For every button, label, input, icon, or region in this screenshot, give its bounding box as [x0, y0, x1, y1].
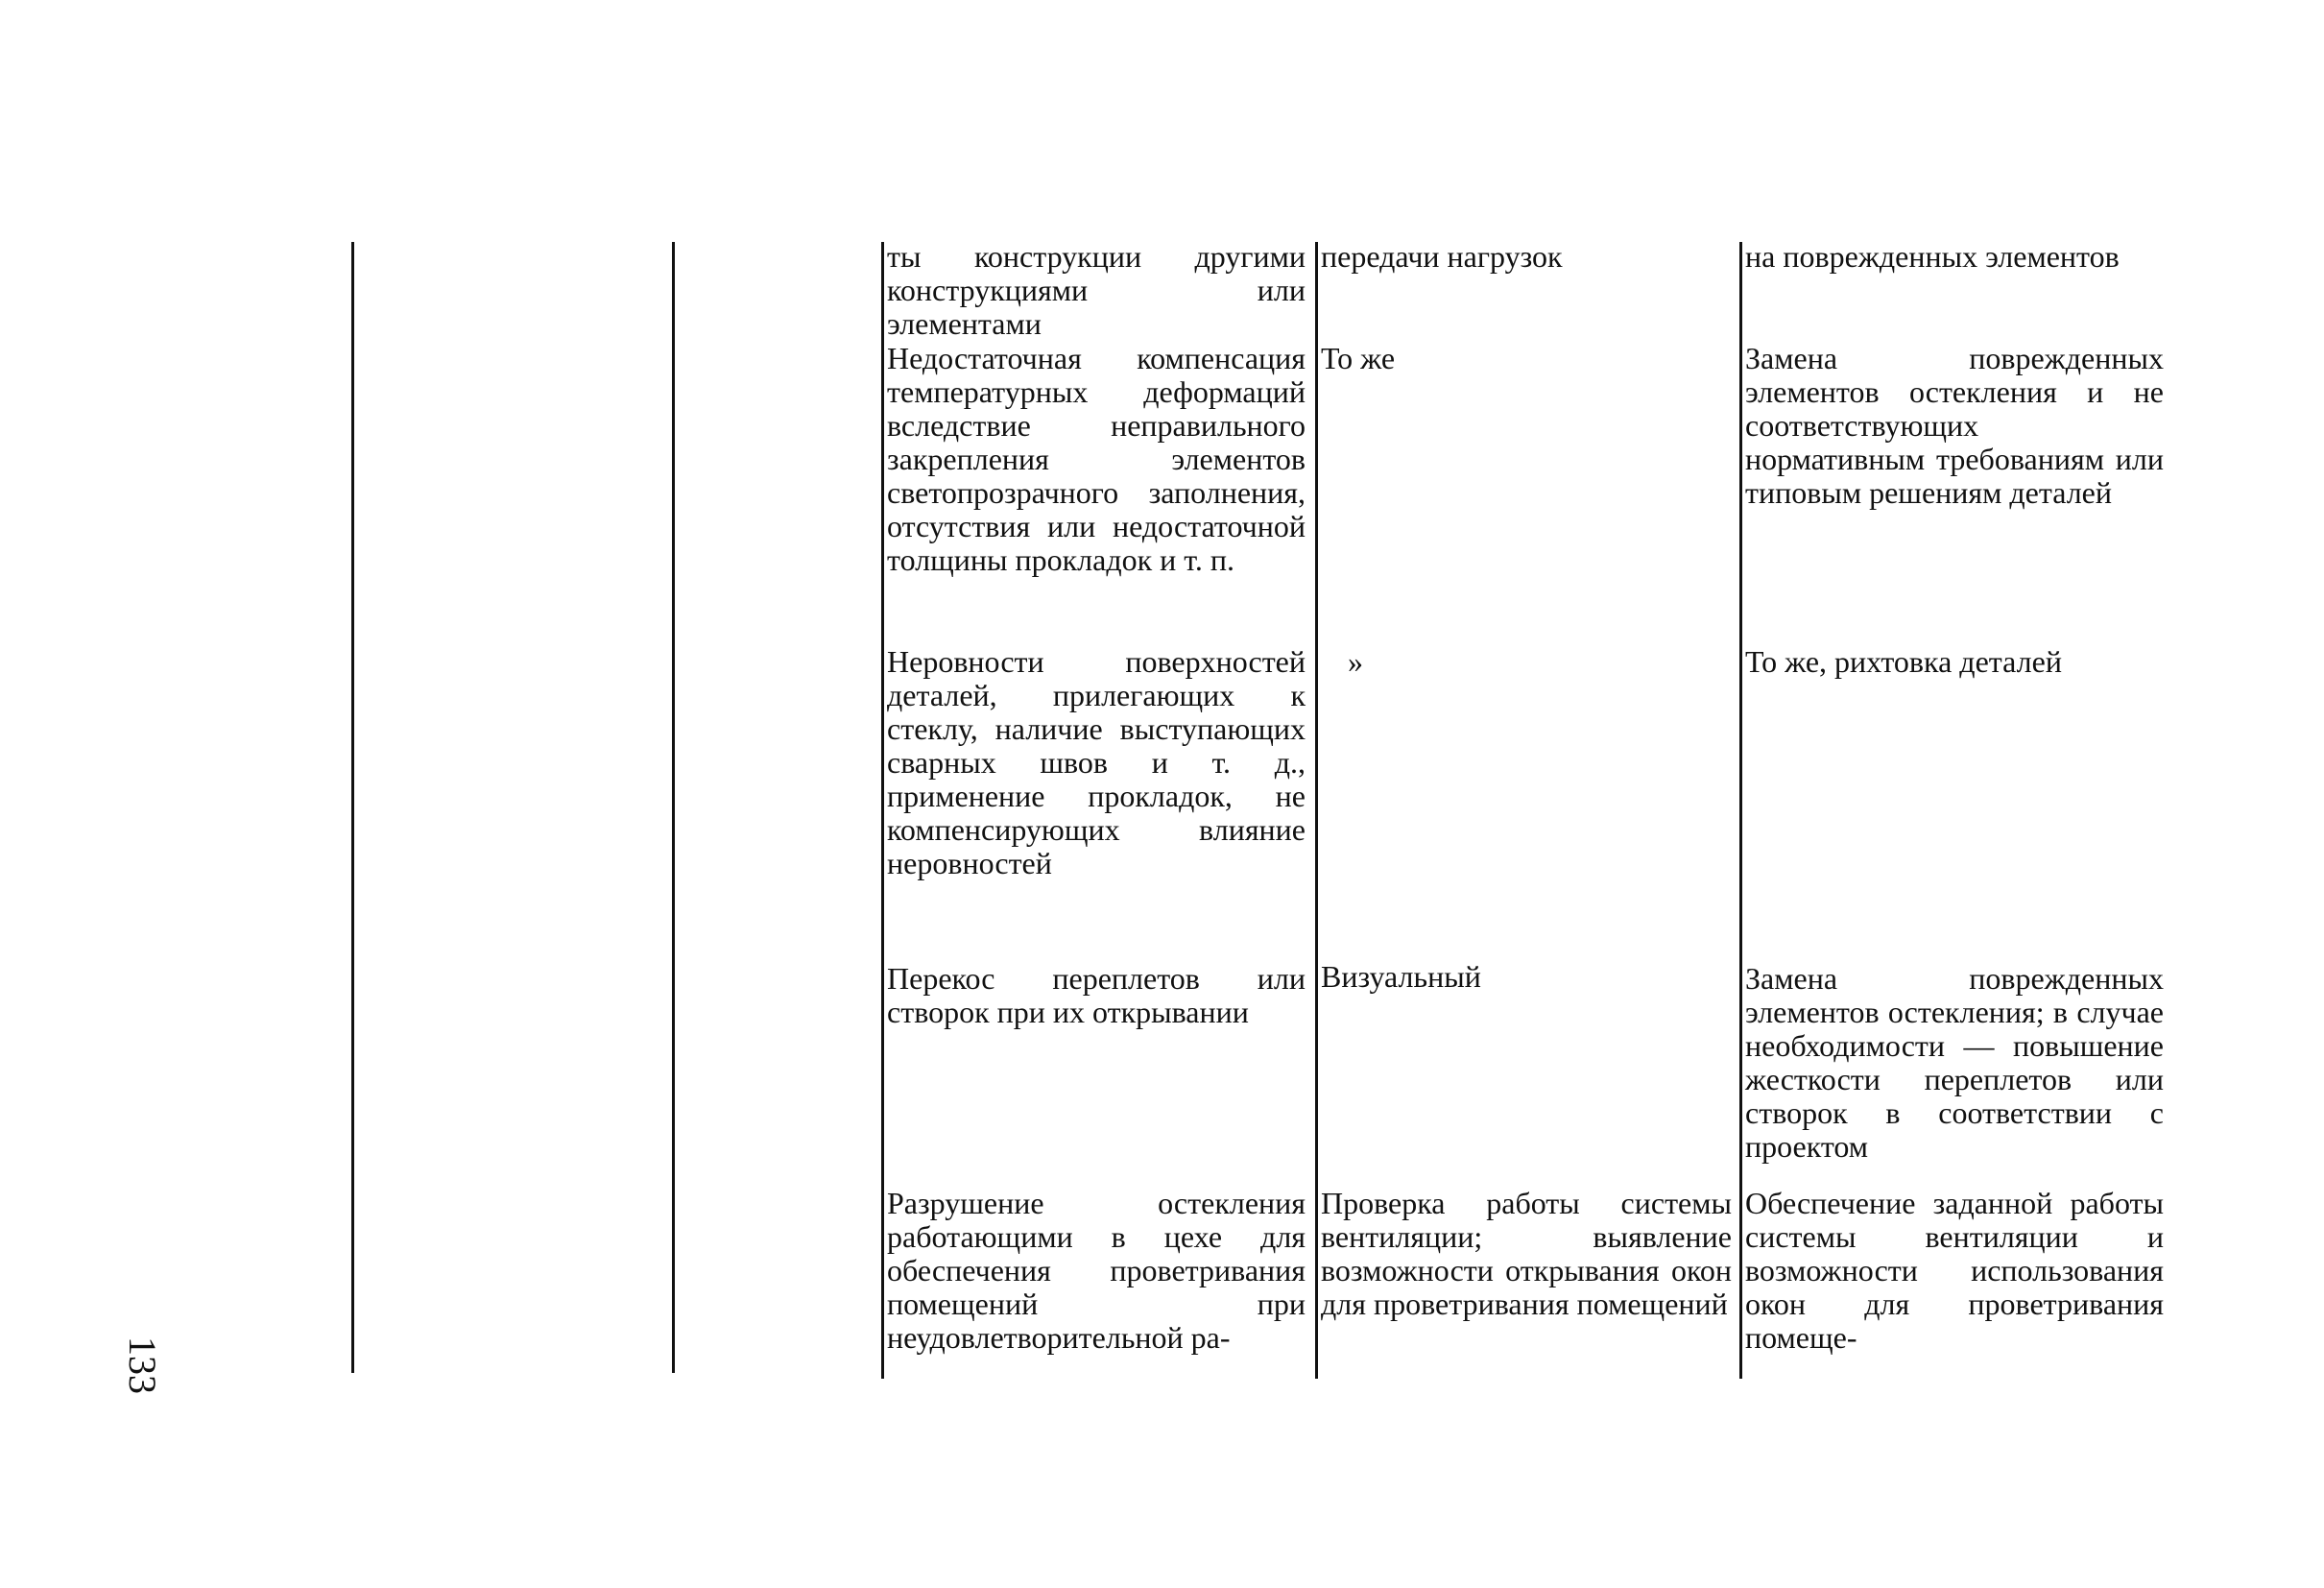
column-rule-5	[1739, 242, 1742, 1379]
page-number: 133	[121, 1336, 164, 1394]
column-rule-1	[351, 242, 354, 1373]
table-cell-control-row2: То же	[1321, 341, 1396, 375]
table-cell-cause-row4: Перекос переплетов или створок при их открывании	[887, 961, 1306, 1029]
table-cell-control-row1: передачи нагрузок	[1321, 239, 1563, 274]
table-cell-remedy-row4: Замена поврежденных элементов остекления; в случае необходимости — повышение жесткости переплетов или створок в соответствии с проектом	[1745, 961, 2164, 1164]
table-cell-remedy-row2: Замена поврежденных элементов остекления и не соответствующих нормативным требованиям или типовым решениям деталей	[1745, 341, 2164, 510]
column-rule-2	[672, 242, 675, 1373]
table-cell-control-row5: Проверка работы системы вентиляции; выявление возможности открывания окон для проветривания помещений	[1321, 1186, 1732, 1321]
table-cell-cause-row2: Недостаточная компенсация температурных деформаций вследствие неправильного закрепления элементов светопрозрачного заполнения, отсутствия или недостаточной толщины прокладок и т. п.	[887, 341, 1306, 577]
table-cell-control-row4: Визуальный	[1321, 959, 1481, 994]
table-cell-cause-row5: Разрушение остекления работающими в цехе для обеспечения проветривания помещений при неудовлетворительной ра-	[887, 1186, 1306, 1355]
table-cell-cause-row1: ты конструкции другими конструкциями или элементами	[887, 239, 1306, 341]
table-cell-remedy-row1: на поврежденных элементов	[1745, 239, 2120, 274]
table-cell-control-row3: »	[1348, 644, 1363, 679]
table-cell-remedy-row5: Обеспечение заданной работы системы вентиляции и возможности использования окон для проветривания помеще-	[1745, 1186, 2164, 1355]
table-cell-cause-row3: Неровности поверхностей деталей, прилегающих к стеклу, наличие выступающих сварных швов и т. д., применение прокладок, не компенсирующих влияние неровностей	[887, 644, 1306, 880]
column-rule-4	[1315, 242, 1318, 1379]
column-rule-3	[881, 242, 884, 1379]
table-cell-remedy-row3: То же, рихтовка деталей	[1745, 644, 2062, 679]
